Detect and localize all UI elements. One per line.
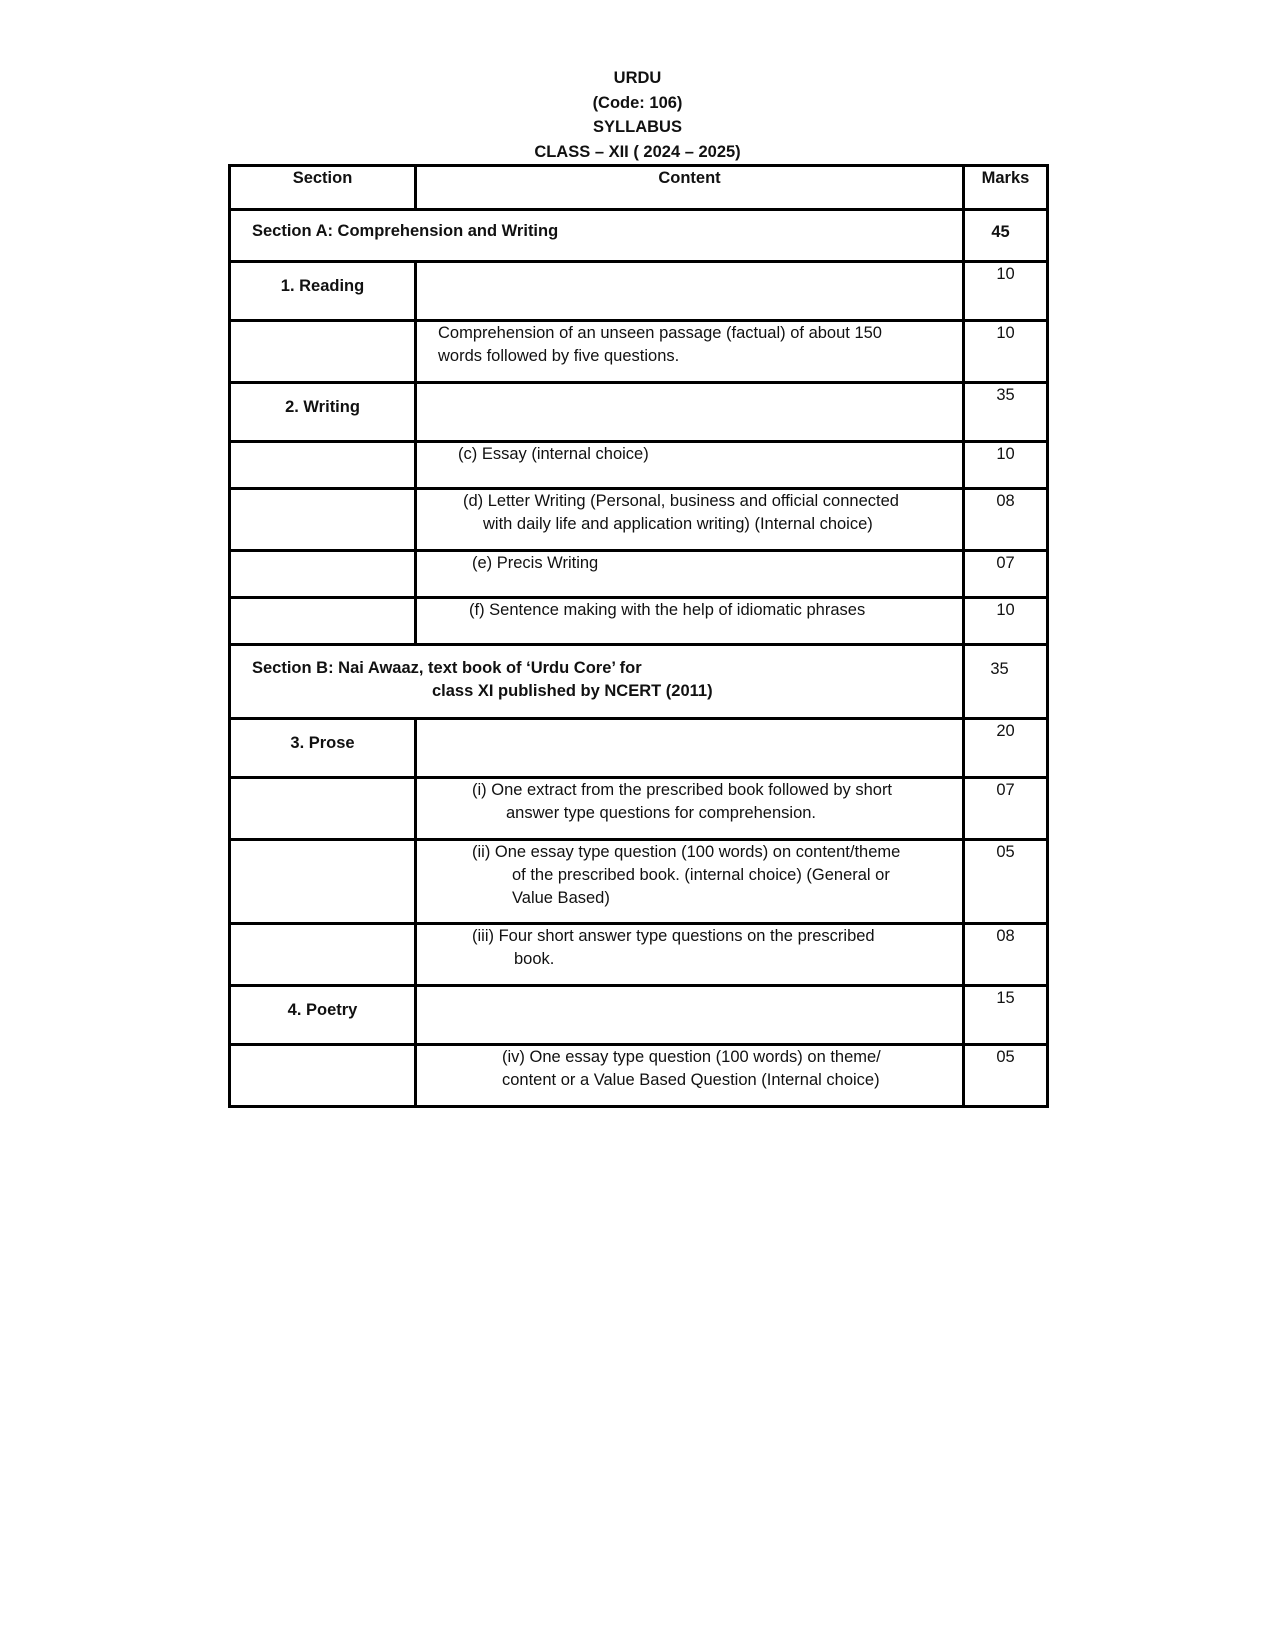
column-header-marks: Marks xyxy=(964,166,1048,210)
prose-row xyxy=(230,719,1048,778)
syllabus-table xyxy=(228,164,1049,1108)
content-line: (c) Essay (internal choice) xyxy=(458,445,649,463)
content-line: (e) Precis Writing xyxy=(472,554,599,572)
writing-item-content xyxy=(416,598,964,645)
section-b-marks: 35 xyxy=(964,645,1048,719)
item-marks: 05 xyxy=(964,1045,1048,1107)
section-a-marks: 45 xyxy=(964,210,1048,262)
content-line: (iii) Four short answer type questions on the prescribed xyxy=(472,927,875,945)
poetry-marks: 15 xyxy=(964,986,1048,1045)
writing-marks: 35 xyxy=(964,383,1048,442)
empty-section-cell xyxy=(230,598,416,645)
table-row xyxy=(230,1045,1048,1107)
content-line: (f) Sentence making with the help of idiomatic phrases xyxy=(469,601,866,619)
table-row xyxy=(230,598,1048,645)
reading-marks: 10 xyxy=(964,262,1048,321)
prose-label: 3. Prose xyxy=(230,719,416,778)
empty-section-cell xyxy=(230,489,416,551)
table-row xyxy=(230,442,1048,489)
table-row xyxy=(230,840,1048,924)
writing-label: 2. Writing xyxy=(230,383,416,442)
column-header-section: Section xyxy=(230,166,416,210)
item-marks: 07 xyxy=(964,778,1048,840)
prose-content xyxy=(416,719,964,778)
empty-section-cell xyxy=(230,840,416,924)
empty-section-cell xyxy=(230,551,416,598)
empty-section-cell xyxy=(230,778,416,840)
section-a-row xyxy=(230,210,1048,262)
content-line: book. xyxy=(514,950,555,968)
item-marks: 10 xyxy=(964,442,1048,489)
table-row xyxy=(230,551,1048,598)
reading-content xyxy=(416,262,964,321)
content-line: words followed by five questions. xyxy=(438,347,680,365)
content-line: content or a Value Based Question (Internal choice) xyxy=(502,1071,880,1089)
empty-section-cell xyxy=(230,442,416,489)
writing-item-content xyxy=(416,442,964,489)
content-line: Value Based) xyxy=(512,889,610,907)
reading-label: 1. Reading xyxy=(230,262,416,321)
poetry-label: 4. Poetry xyxy=(230,986,416,1045)
class-year: CLASS – XII ( 2024 – 2025) xyxy=(534,142,741,161)
section-b-row xyxy=(230,645,1048,719)
section-a-title: Section A: Comprehension and Writing xyxy=(230,210,964,262)
poetry-item-content xyxy=(416,1045,964,1107)
empty-section-cell xyxy=(230,1045,416,1107)
content-line: (iv) One essay type question (100 words) on theme/ xyxy=(502,1048,881,1066)
document-header xyxy=(0,66,1275,164)
table-row xyxy=(230,924,1048,986)
section-b-title-line: class XI published by NCERT (2011) xyxy=(432,682,713,700)
column-header-content: Content xyxy=(416,166,964,210)
table-row xyxy=(230,778,1048,840)
table-row xyxy=(230,321,1048,383)
table-row xyxy=(230,489,1048,551)
table-header-row xyxy=(230,166,1048,210)
item-marks: 08 xyxy=(964,489,1048,551)
empty-section-cell xyxy=(230,924,416,986)
section-b-title xyxy=(230,645,964,719)
section-b-title-line: Section B: Nai Awaaz, text book of ‘Urdu Core’ for xyxy=(252,659,642,677)
document-type: SYLLABUS xyxy=(593,118,682,136)
writing-row xyxy=(230,383,1048,442)
item-marks: 10 xyxy=(964,321,1048,383)
content-line: (i) One extract from the prescribed book followed by short xyxy=(472,781,893,799)
subject-code: (Code: 106) xyxy=(592,93,683,112)
content-line: of the prescribed book. (internal choice) (General or xyxy=(512,866,890,884)
content-line: answer type questions for comprehension. xyxy=(506,804,817,822)
writing-content xyxy=(416,383,964,442)
content-line: (d) Letter Writing (Personal, business and official connected xyxy=(463,492,899,510)
prose-marks: 20 xyxy=(964,719,1048,778)
content-line: (ii) One essay type question (100 words) on content/theme xyxy=(472,843,901,861)
poetry-row xyxy=(230,986,1048,1045)
prose-item-content xyxy=(416,778,964,840)
writing-item-content xyxy=(416,489,964,551)
item-marks: 08 xyxy=(964,924,1048,986)
item-marks: 10 xyxy=(964,598,1048,645)
prose-item-content xyxy=(416,924,964,986)
reading-item-content xyxy=(416,321,964,383)
subject-title: URDU xyxy=(613,69,662,87)
prose-item-content xyxy=(416,840,964,924)
poetry-content xyxy=(416,986,964,1045)
writing-item-content xyxy=(416,551,964,598)
item-marks: 05 xyxy=(964,840,1048,924)
content-line: Comprehension of an unseen passage (factual) of about 150 xyxy=(438,324,882,342)
reading-row xyxy=(230,262,1048,321)
item-marks: 07 xyxy=(964,551,1048,598)
content-line: with daily life and application writing) (Internal choice) xyxy=(483,515,873,533)
empty-section-cell xyxy=(230,321,416,383)
